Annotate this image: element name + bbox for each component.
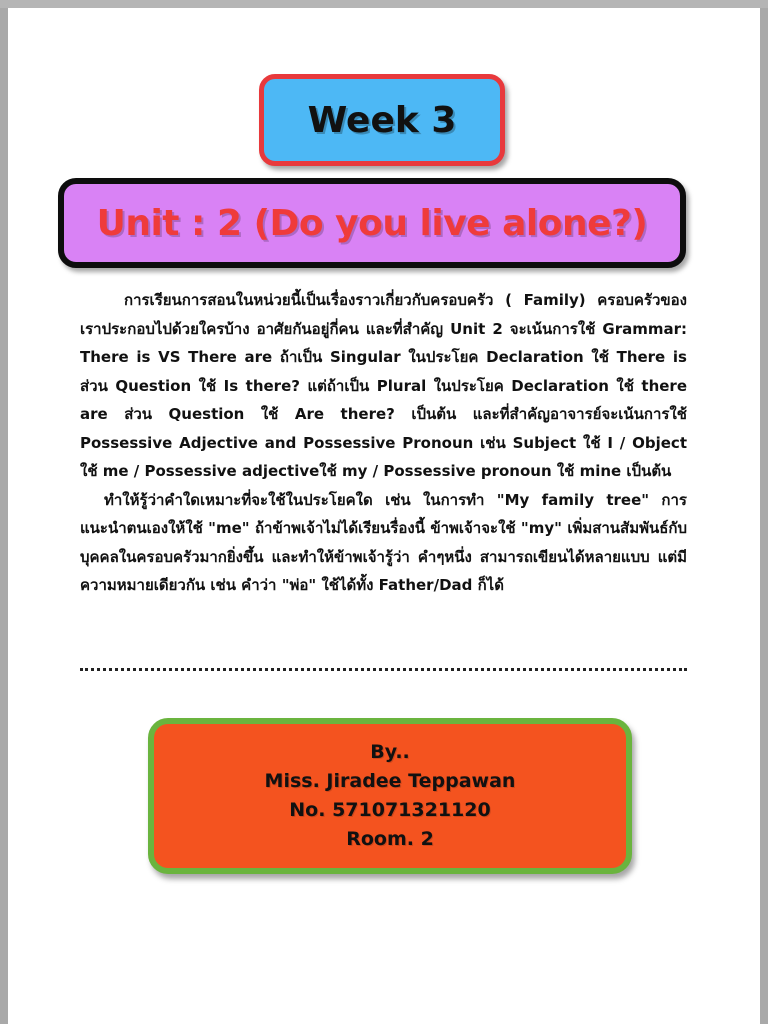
author-name: Miss. Jiradee Teppawan <box>264 770 516 792</box>
unit-banner <box>58 178 686 268</box>
author-room: Room. 2 <box>346 828 434 850</box>
week-title: Week 3 <box>307 99 457 141</box>
author-number: No. 571071321120 <box>289 799 491 821</box>
dotted-divider <box>80 668 687 671</box>
paragraph-1: การเรียนการสอนในหน่วยนี้เป็นเรื่องราวเกี่ยวกับครอบครัว ( Family) ครอบครัวของเราประกอบไปด้วยใครบ้าง อาศัยกันอยู่กี่คน และที่สำคัญ Unit 2 จะเน้นการใช้ Grammar: There is VS There are ถ้าเป็น Singular ในประโยค Declaration ใช้ There is ส่วน Question ใช้ Is there? แต่ถ้าเป็น Plural ในประโยค Declaration ใช้ there are ส่วน Question ใช้ Are there? เป็นต้น และที่สำคัญอาจารย์จะเน้นการใช้ Possessive Adjective and Possessive Pronoun เช่น Subject ใช้ I / Object ใช้ me / Possessive adjectiveใช้ my / Possessive pronoun ใช้ mine เป็นต้น <box>80 291 687 480</box>
author-by: By.. <box>370 741 410 763</box>
paragraph-2: ทำให้รู้ว่าคำใดเหมาะที่จะใช้ในประโยคใด เช่น ในการทำ "My family tree" การแนะนำตนเองให้ใช้ "me" ถ้าข้าพเจ้าไม่ได้เรียนรื่องนี้ ข้าพเจ้าจะใช้ "my" เพิ่มสานสัมพันธ์กับบุคคลในครอบครัวมากยิ่งขึ้น และทำให้ข้าพเจ้ารู้ว่า คำๆหนึ่ง สามารถเขียนได้หลายแบบ แต่มีความหมายเดียวกัน เช่น คำว่า "พ่อ" ใช้ได้ทั้ง Father/Dad ก็ได้ <box>80 490 687 594</box>
body-text <box>80 286 687 600</box>
status-bar <box>0 0 768 8</box>
week-banner <box>259 74 505 166</box>
unit-title: Unit : 2 (Do you live alone?) <box>96 202 648 244</box>
author-box <box>148 718 632 874</box>
document-page <box>8 8 760 1024</box>
